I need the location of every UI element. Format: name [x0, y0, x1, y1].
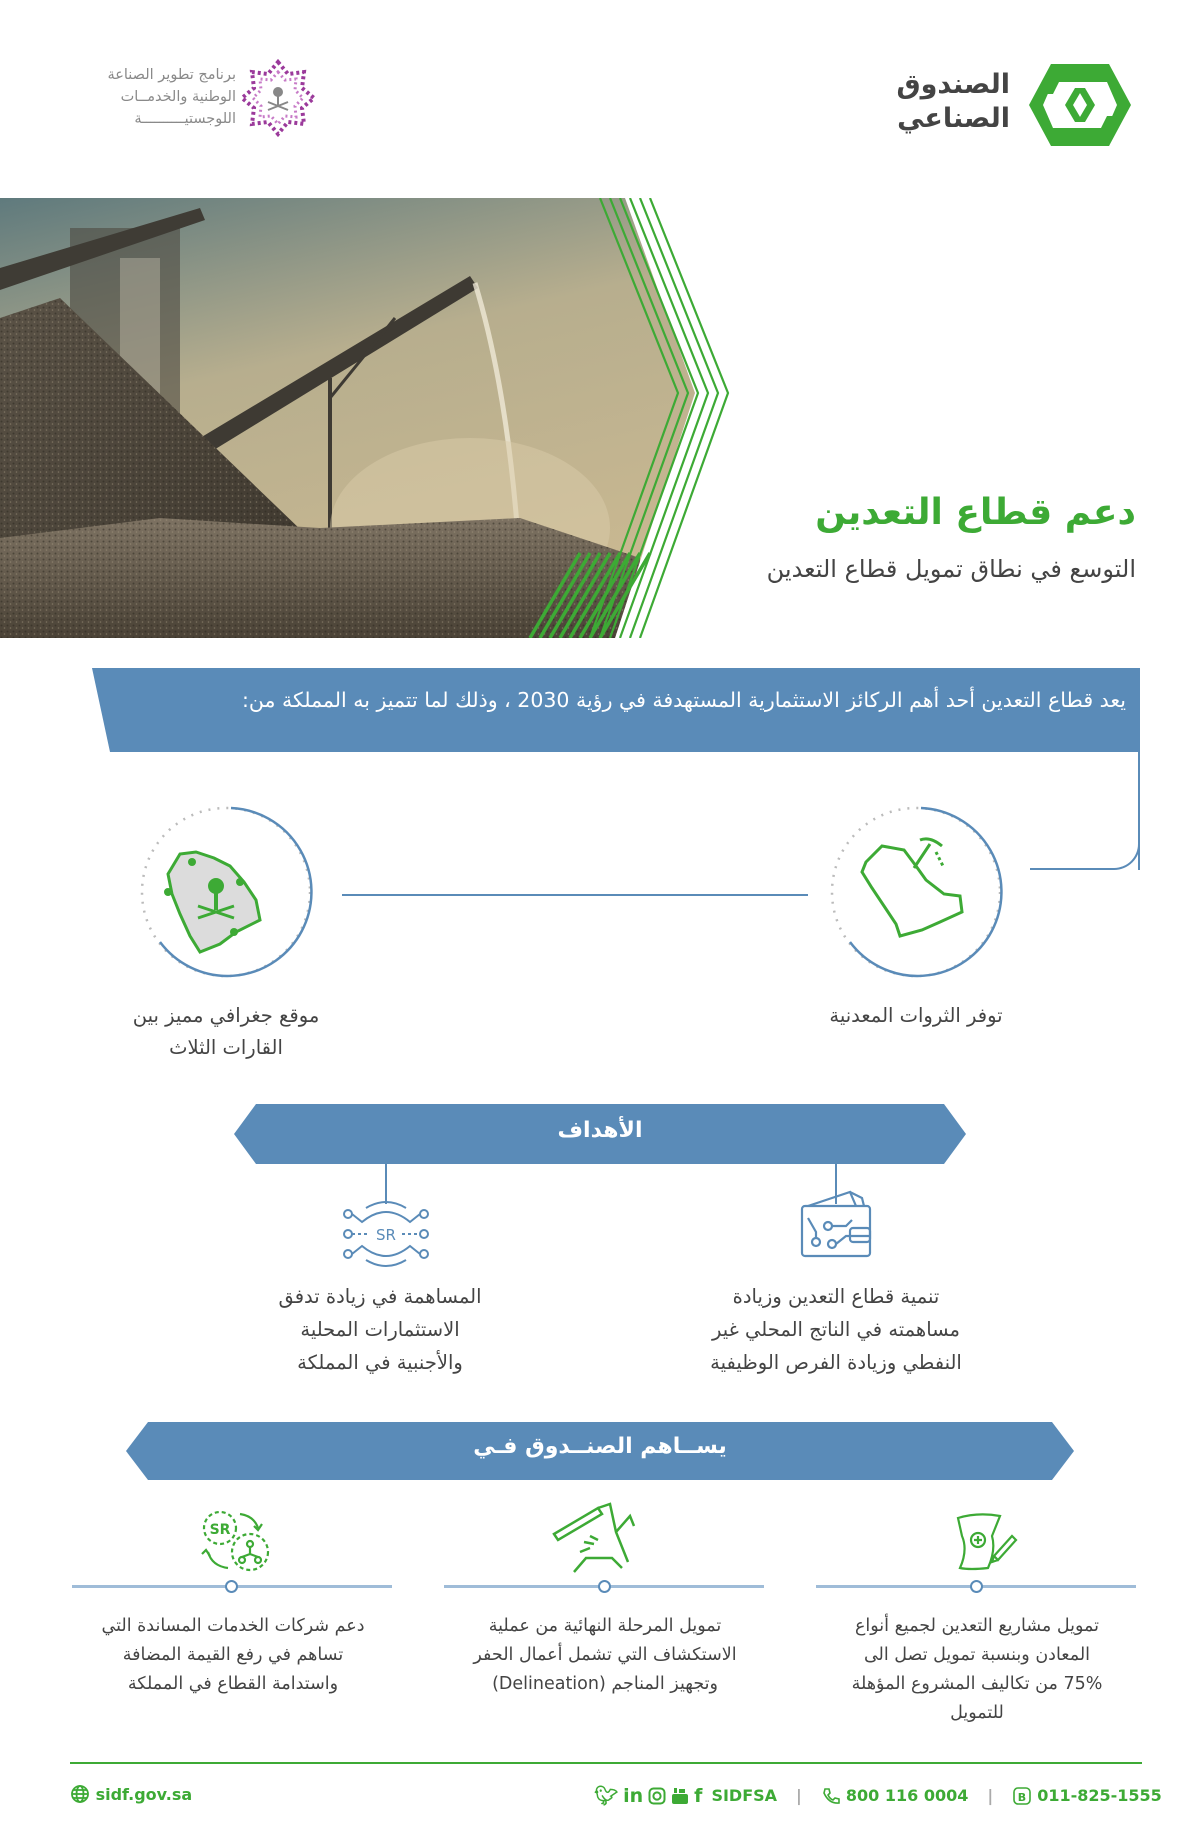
twitter-icon[interactable]: 🐦︎ [594, 1785, 619, 1807]
globe-icon [70, 1784, 90, 1804]
goals-title: الأهداف [557, 1118, 643, 1143]
fax-icon [1012, 1786, 1032, 1806]
nidlp-logo [66, 58, 316, 144]
mining-conveyor-photo [0, 198, 760, 638]
linkedin-icon[interactable]: in [623, 1784, 644, 1807]
footer-contacts [594, 1784, 1162, 1807]
separator: | [796, 1786, 802, 1805]
page-subtitle: التوسع في نطاق تمويل قطاع التعدين [766, 555, 1136, 583]
saudi-map-pickaxe-icon [862, 839, 962, 936]
phone-icon [821, 1786, 841, 1806]
phone-number[interactable]: 800 116 0004 [845, 1786, 969, 1805]
feature-label: توفر الثروات المعدنية [829, 1004, 1003, 1027]
nidlp-star-emblem-icon [240, 58, 316, 138]
goal-item: المساهمة في زيادة تدفق الاستثمارات المحلية والأجنبية في المملكة [278, 1285, 482, 1374]
svg-text:B: B [1018, 1790, 1027, 1804]
hero-image [0, 198, 760, 638]
contributions-title: يســاهم الصنــدوق فـي [473, 1434, 727, 1459]
drill-rig-icon [550, 1502, 650, 1574]
website-link[interactable] [70, 1784, 192, 1804]
sidf-logo [895, 58, 1135, 148]
saudi-map-emblem-icon [164, 852, 260, 952]
feature-circle [826, 802, 1006, 982]
footer-divider [70, 1762, 1142, 1764]
sidf-hexagon-icon [1025, 60, 1135, 150]
connector-line [342, 894, 808, 896]
youtube-icon[interactable] [671, 1787, 689, 1805]
sidf-logo-text: الصندوق الصناعي [896, 69, 1010, 134]
page-title: دعم قطاع التعدين [815, 492, 1136, 533]
sr-network-icon [342, 1200, 430, 1268]
separator: | [987, 1786, 994, 1805]
blueprint-scroll-icon [948, 1510, 1020, 1574]
contribution-item: تمويل مشاريع التعدين لجميع أنواع المعادن وبنسبة تمويل تصل الى 75% من تكاليف المشروع المؤهلة للتمويل [851, 1616, 1103, 1723]
nidlp-logo-text: برنامج تطوير الصناعة الوطنية والخدمــات اللوجستيــــــــــة [107, 67, 236, 127]
feature-label: موقع جغرافي مميز بين القارات الثلاث [132, 1004, 320, 1059]
goal-item: تنمية قطاع التعدين وزيادة مساهمته في الناتج المحلي غير النفطي وزيادة الفرص الوظيفية [710, 1285, 962, 1374]
divider-dot [225, 1580, 238, 1593]
sr-label: SR [376, 1226, 396, 1244]
sr-label: SR [209, 1522, 231, 1538]
fax-number[interactable]: 011-825-1555 [1037, 1786, 1162, 1805]
divider-dot [598, 1580, 611, 1593]
social-handle: SIDFSA [711, 1786, 778, 1805]
connector-curve [1030, 840, 1140, 870]
instagram-icon[interactable] [648, 1787, 666, 1805]
divider-dot [970, 1580, 983, 1593]
intro-text: يعد قطاع التعدين أحد أهم الركائز الاستثمارية المستهدفة في رؤية 2030 ، وذلك لما تتميز به المملكة من: [241, 688, 1126, 712]
contribution-item: تمويل المرحلة النهائية من عملية الاستكشاف التي تشمل أعمال الحفر وتجهيز المناجم (Delineation) [473, 1616, 737, 1694]
feature-circle [136, 802, 316, 982]
sr-cycle-icon [198, 1506, 278, 1576]
wallet-circuit-icon [798, 1188, 874, 1260]
contribution-item: دعم شركات الخدمات المساندة التي تساهم في رفع القيمة المضافة واستدامة القطاع في المملكة [101, 1616, 365, 1694]
facebook-icon[interactable]: f [694, 1784, 703, 1807]
website-text: sidf.gov.sa [95, 1785, 193, 1804]
connector-line [385, 1164, 387, 1204]
